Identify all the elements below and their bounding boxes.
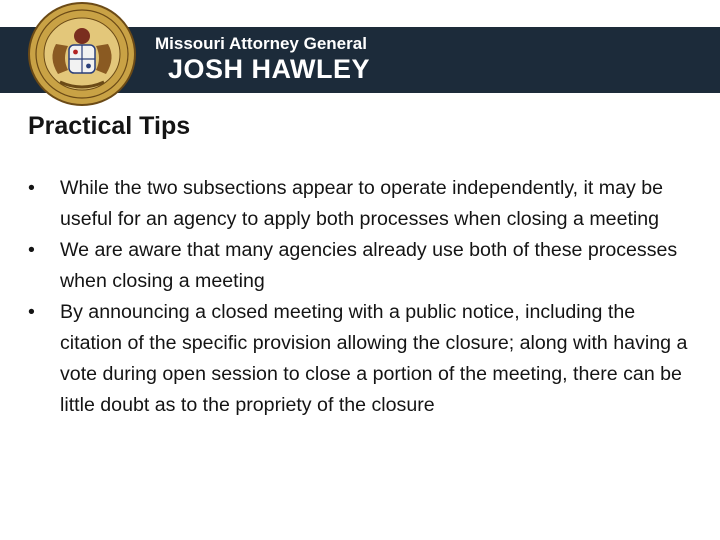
header-person-name: JOSH HAWLEY	[168, 54, 371, 84]
header-org-name: Missouri Attorney General	[155, 34, 367, 53]
bullet-item	[28, 173, 700, 235]
bullet-text: We are aware that many agencies already use both of these processes when closing a meeting	[60, 239, 678, 292]
bullet-item	[28, 235, 700, 297]
slide-title: Practical Tips	[28, 112, 191, 140]
bullet-marker: •	[28, 239, 35, 261]
missouri-seal-icon	[20, 0, 144, 108]
bullet-marker: •	[28, 301, 35, 323]
bullet-list	[28, 173, 700, 421]
bullet-text: While the two subsections appear to operate independently, it may be useful for an agency to apply both processes when closing a meeting	[60, 177, 664, 230]
bullet-text: By announcing a closed meeting with a public notice, including the citation of the specific provision allowing the closure; along with having a vote during open session to close a portion of the meeting, there can be little doubt as to the propriety of the closure	[60, 301, 688, 416]
bullet-item	[28, 297, 700, 421]
bullet-marker: •	[28, 177, 35, 199]
